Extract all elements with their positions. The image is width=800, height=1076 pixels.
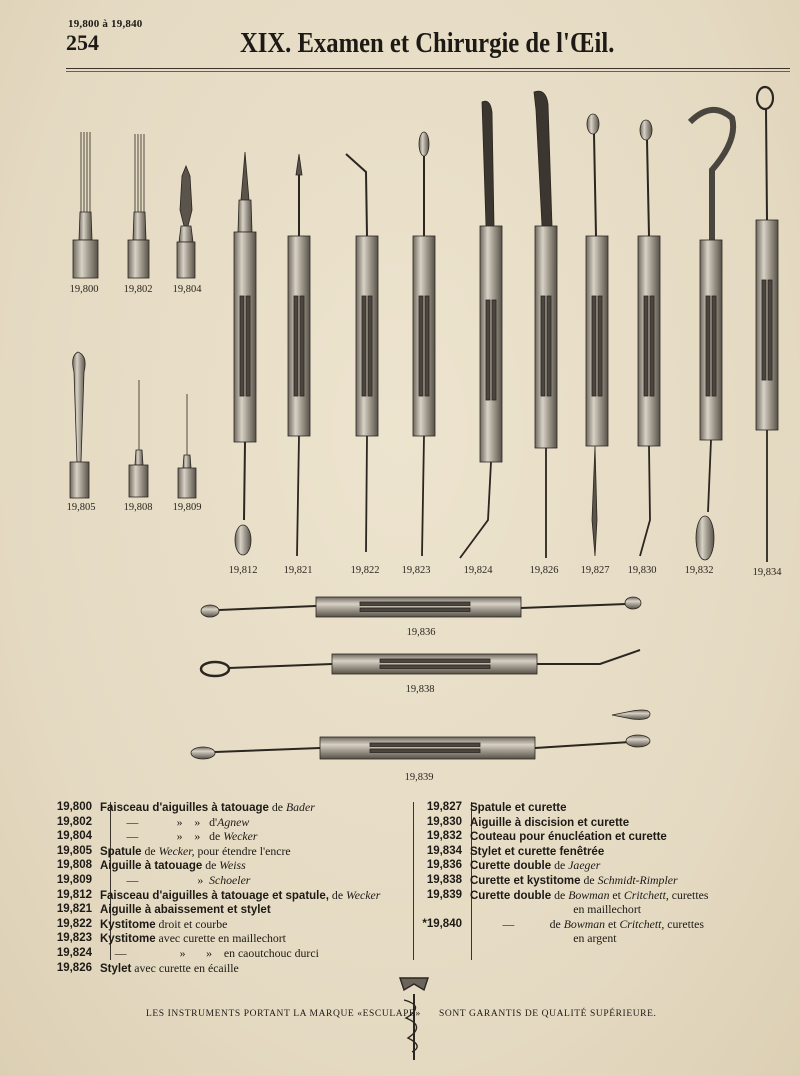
figure-label: 19,802 bbox=[123, 284, 153, 295]
instrument-19840-tip bbox=[612, 710, 650, 719]
figure-label: 19,823 bbox=[401, 565, 431, 576]
figure-label: 19,800 bbox=[69, 284, 99, 295]
legend-text-part: de bbox=[551, 858, 569, 873]
legend-left bbox=[40, 800, 380, 975]
instrument-19836 bbox=[201, 597, 641, 617]
instrument-19809 bbox=[178, 394, 196, 498]
legend-row bbox=[40, 931, 380, 946]
legend-text-part: avec curette en maillechort bbox=[155, 931, 286, 946]
instrument-19805 bbox=[70, 352, 89, 498]
legend-row bbox=[40, 946, 380, 961]
legend-description bbox=[92, 844, 291, 859]
figure-label: 19,808 bbox=[123, 502, 153, 513]
legend-text-part: de bbox=[580, 872, 598, 887]
legend-text-part: Wecker, bbox=[158, 843, 195, 858]
legend-description bbox=[92, 858, 246, 873]
item-range: 19,800 à 19,840 bbox=[68, 18, 143, 30]
legend-number: 19,824 bbox=[56, 946, 92, 959]
legend-description bbox=[92, 931, 286, 946]
figure-label: 19,826 bbox=[529, 565, 559, 576]
figure-label: 19,827 bbox=[580, 565, 610, 576]
figure-label: 19,824 bbox=[463, 565, 493, 576]
legend-row bbox=[40, 888, 380, 903]
legend-text-part: et bbox=[609, 887, 624, 902]
legend-text-part: Spatule et curette bbox=[470, 802, 567, 814]
legend-text-part: curettes bbox=[668, 887, 709, 902]
legend-row bbox=[410, 917, 708, 932]
legend-text-part: de bbox=[328, 887, 347, 902]
legend-description bbox=[92, 829, 258, 844]
instrument-19830 bbox=[638, 120, 660, 556]
legend-number: 19,821 bbox=[56, 903, 92, 916]
legend-number: 19,802 bbox=[56, 815, 92, 828]
legend-right bbox=[410, 800, 708, 946]
legend-description bbox=[92, 961, 239, 976]
legend-text-part: Bowman bbox=[568, 887, 610, 902]
legend-row bbox=[410, 888, 708, 903]
legend-row bbox=[410, 815, 708, 830]
legend-number: 19,827 bbox=[426, 801, 462, 813]
legend-text-part: Curette et kystitome bbox=[470, 874, 581, 887]
legend-row bbox=[410, 873, 708, 888]
legend-number: 19,822 bbox=[56, 917, 92, 930]
legend-text-part: Aiguille à tatouage bbox=[100, 860, 203, 873]
legend-text-part: Aiguille à discision et curette bbox=[470, 816, 630, 829]
instrument-19832 bbox=[690, 110, 733, 560]
legend-text-part: Bowman bbox=[563, 916, 606, 931]
legend-text-part: Schmidt-Rimpler bbox=[597, 872, 678, 887]
instrument-19802 bbox=[128, 134, 149, 278]
legend-text-part: Wecker bbox=[346, 887, 381, 902]
footer-left: LES INSTRUMENTS PORTANT LA MARQUE «ESCULAPE» bbox=[146, 1009, 421, 1019]
legend-description bbox=[92, 902, 271, 917]
legend-number: 19,830 bbox=[426, 815, 462, 828]
legend-text-part: avec curette en écaille bbox=[131, 960, 239, 975]
legend-text-part: Jaeger bbox=[568, 858, 601, 873]
legend-text-part: Weiss bbox=[219, 858, 246, 873]
legend-description bbox=[462, 829, 667, 844]
legend-number: 19,838 bbox=[426, 873, 462, 886]
legend-row bbox=[410, 844, 708, 859]
legend-number: 19,805 bbox=[56, 844, 92, 857]
legend-row bbox=[40, 873, 380, 888]
legend-text-part: Faisceau d'aiguilles à tatouage bbox=[100, 802, 269, 814]
legend-number bbox=[410, 902, 462, 917]
legend-number: 19,839 bbox=[426, 888, 462, 901]
figure-label: 19,838 bbox=[405, 684, 435, 695]
legend-description bbox=[92, 888, 380, 903]
legend-row bbox=[410, 931, 708, 946]
figure-label: 19,839 bbox=[404, 772, 434, 783]
legend-row bbox=[40, 917, 380, 932]
legend-row bbox=[40, 844, 380, 859]
legend-number: 19,804 bbox=[56, 830, 92, 843]
legend-number: 19,808 bbox=[56, 859, 92, 872]
instrument-19838 bbox=[201, 650, 640, 676]
legend-description bbox=[462, 844, 604, 859]
legend-text-part: — » bbox=[100, 872, 210, 887]
legend-number: *19,840 bbox=[422, 917, 462, 930]
legend-text-part: Faisceau d'aiguilles à tatouage et spatule, bbox=[100, 889, 329, 902]
instrument-19821 bbox=[288, 154, 310, 556]
instrument-19804 bbox=[177, 166, 195, 278]
figure-label: 19,830 bbox=[627, 565, 657, 576]
legend-text-part: Curette double bbox=[470, 860, 552, 873]
legend-description bbox=[462, 858, 600, 873]
instrument-19824 bbox=[460, 101, 502, 558]
legend-description bbox=[462, 902, 641, 917]
legend-text-part: en argent bbox=[470, 931, 617, 946]
legend-row bbox=[410, 858, 708, 873]
instrument-19827 bbox=[586, 114, 608, 556]
legend-text-part: et bbox=[605, 916, 620, 931]
legend-description bbox=[92, 800, 315, 815]
legend-text-part: — » » en caoutchouc durci bbox=[100, 945, 319, 960]
esculape-logo bbox=[400, 978, 428, 1060]
legend-text-part: Bader bbox=[285, 800, 315, 814]
legend-text-part: pour étendre l'encre bbox=[194, 843, 291, 858]
figure-label: 19,804 bbox=[172, 284, 202, 295]
legend-text-part: en maillechort bbox=[470, 902, 642, 917]
legend-description bbox=[462, 888, 708, 903]
figure-label: 19,812 bbox=[228, 565, 258, 576]
instrument-19808 bbox=[129, 380, 148, 497]
legend-description bbox=[462, 873, 678, 888]
legend-text-part: — » » d' bbox=[100, 814, 218, 829]
legend-description bbox=[92, 917, 227, 932]
legend-number: 19,812 bbox=[56, 888, 92, 901]
legend-text-part: Curette double bbox=[470, 889, 552, 902]
legend-text-part: Aiguille à abaissement et stylet bbox=[100, 904, 271, 917]
legend-description bbox=[92, 946, 319, 961]
instrument-19823 bbox=[413, 132, 435, 556]
legend-row bbox=[410, 800, 708, 815]
legend-row bbox=[40, 829, 380, 844]
legend-number: 19,809 bbox=[56, 873, 92, 886]
instrument-19834 bbox=[756, 87, 778, 562]
legend-text-part: Stylet bbox=[100, 962, 132, 975]
legend-description bbox=[92, 873, 250, 888]
legend-description bbox=[462, 815, 629, 830]
legend-text-part: curettes bbox=[664, 916, 704, 931]
figure-label: 19,834 bbox=[752, 567, 782, 578]
legend-description bbox=[462, 931, 617, 946]
legend-row bbox=[40, 815, 380, 830]
legend-text-part: — » » de bbox=[100, 829, 224, 844]
figure-label: 19,832 bbox=[684, 565, 714, 576]
footer-right: SONT GARANTIS DE QUALITÉ SUPÉRIEURE. bbox=[439, 1009, 657, 1019]
figure-label: 19,805 bbox=[66, 502, 96, 513]
legend-text-part: de bbox=[141, 843, 159, 858]
legend-row bbox=[40, 902, 380, 917]
legend-text-part: Agnew bbox=[217, 814, 250, 829]
legend-number: 19,800 bbox=[56, 801, 92, 813]
legend-row bbox=[40, 961, 380, 976]
legend-row bbox=[410, 902, 708, 917]
instrument-19839 bbox=[191, 735, 650, 759]
instrument-19826 bbox=[534, 91, 557, 558]
figure-label: 19,809 bbox=[172, 502, 202, 513]
legend-row bbox=[40, 800, 380, 815]
legend-description bbox=[462, 800, 567, 815]
legend-row bbox=[40, 858, 380, 873]
legend-number: 19,836 bbox=[426, 859, 462, 872]
legend-text-part: Spatule bbox=[100, 845, 142, 858]
legend-text-part: Stylet et curette fenêtrée bbox=[470, 845, 605, 858]
legend-text-part: Kystitome bbox=[100, 933, 156, 946]
legend-text-part: de bbox=[202, 858, 220, 873]
legend-text-part: Kystitome bbox=[100, 918, 156, 931]
legend-text-part: Couteau pour énucléation et curette bbox=[470, 831, 667, 844]
legend-text-part: de bbox=[551, 887, 569, 902]
legend-text-part: Wecker bbox=[223, 829, 258, 844]
legend-number: 19,823 bbox=[56, 932, 92, 945]
instrument-19800 bbox=[73, 132, 98, 278]
legend-row bbox=[410, 829, 708, 844]
instrument-19822 bbox=[346, 154, 378, 552]
figure-label: 19,836 bbox=[406, 627, 436, 638]
legend-text-part: Schoeler bbox=[209, 872, 251, 887]
legend-number: 19,826 bbox=[56, 961, 92, 974]
legend-number: 19,834 bbox=[426, 844, 462, 857]
legend-description bbox=[92, 815, 249, 830]
instrument-19812 bbox=[234, 152, 256, 555]
legend-text-part: — de bbox=[470, 916, 564, 931]
legend-number: 19,832 bbox=[426, 830, 462, 843]
legend-text-part: Critchett, bbox=[623, 887, 669, 902]
legend-description bbox=[462, 917, 704, 932]
legend-text-part: de bbox=[268, 800, 286, 814]
figure-label: 19,821 bbox=[283, 565, 313, 576]
page-title: XIX. Examen et Chirurgie de l'Œil. bbox=[240, 28, 615, 59]
legend-text-part: droit et courbe bbox=[155, 916, 228, 931]
legend-text-part: Critchett, bbox=[619, 916, 665, 931]
page-number: 254 bbox=[66, 30, 99, 55]
legend-number bbox=[410, 931, 462, 946]
figure-label: 19,822 bbox=[350, 565, 380, 576]
